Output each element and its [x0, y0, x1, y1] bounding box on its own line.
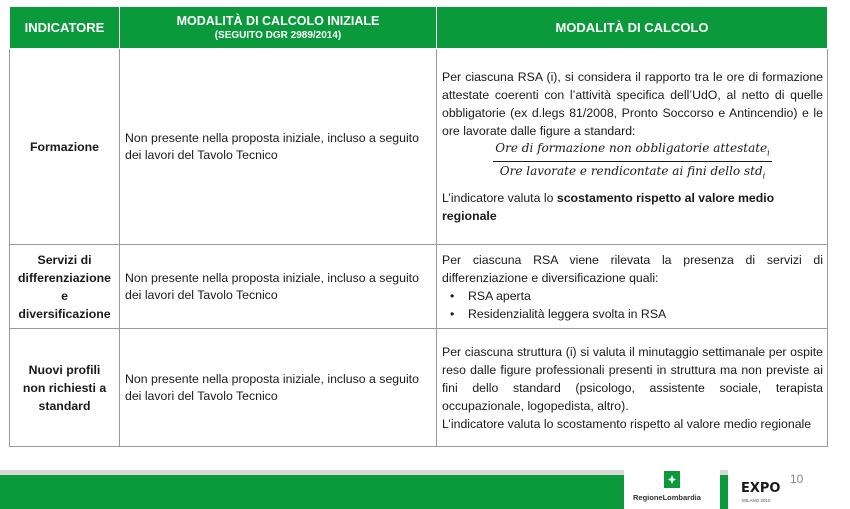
initial-method-cell: Non presente nella proposta iniziale, incluso a seguito dei lavori del Tavolo Tecnico	[120, 49, 437, 245]
header-modalita-iniziale-sub: (SEGUITO DGR 2989/2014)	[214, 29, 342, 41]
method-cell	[437, 329, 828, 447]
footer-bar	[0, 475, 850, 509]
indicator-line: diversificazione	[18, 306, 111, 321]
indicator-line: e	[61, 288, 68, 303]
method-note-prefix: L’indicatore valuta lo	[442, 191, 557, 206]
regione-lombardia-logo	[624, 466, 720, 509]
initial-method-cell: Non presente nella proposta iniziale, incluso a seguito dei lavori del Tavolo Tecnico	[120, 245, 437, 329]
table-header-row	[10, 7, 828, 49]
indicator-line: non richiesti a	[22, 380, 107, 395]
expo-text: EXPO	[741, 481, 781, 496]
table-row	[10, 329, 828, 447]
formula-numerator-text: Ore di formazione non obbligatorie attestate	[495, 140, 768, 155]
page-number: 10	[790, 472, 804, 486]
list-item: • Residenzialità leggera svolta in RSA	[468, 305, 823, 323]
method-note-bold: scostamento rispetto al valore medio regionale	[442, 191, 775, 224]
header-indicatore: INDICATORE	[10, 7, 120, 49]
indicators-table-container	[9, 6, 827, 447]
formula	[442, 141, 823, 184]
method-description: Per ciascuna struttura (i) si valuta il minutaggio settimanale per ospite reso dalle figure professionali presenti in struttura ma non previste ai fini dello standard (psicologo, assistente sociale, terapista occupazionale, logopedista, altro).	[442, 344, 823, 413]
formula-numerator-sub: i	[767, 148, 770, 157]
indicator-line: standard	[38, 398, 91, 413]
header-modalita: MODALITÀ DI CALCOLO	[437, 7, 828, 49]
indicator-cell	[10, 329, 120, 447]
method-note: L’indicatore valuta lo scostamento rispetto al valore medio regionale	[442, 416, 812, 431]
indicator-cell	[10, 245, 120, 329]
method-cell	[437, 49, 828, 245]
indicator-line: Servizi di	[37, 252, 92, 267]
expo-subtext: MILANO 2015	[742, 498, 771, 503]
formula-denominator-sub: i	[762, 171, 766, 181]
header-modalita-iniziale	[120, 7, 437, 49]
service-list	[442, 287, 823, 323]
initial-method-cell: Non presente nella proposta iniziale, incluso a seguito dei lavori del Tavolo Tecnico	[120, 329, 437, 447]
formula-numerator	[493, 141, 771, 162]
formula-denominator-text: Ore lavorate e rendicontate ai fini dello std	[499, 164, 763, 178]
table-row	[10, 49, 828, 245]
table-row	[10, 245, 828, 329]
method-description: Per ciascuna RSA (i), si considera il rapporto tra le ore di formazione attestate coerenti con l’attività specifica dell’UdO, al netto di quelle obbligatorie (ex d.legs 81/2008, Pronto Soccorso e Antincendio) e le ore lavorate dalle figure a standard:	[442, 69, 823, 138]
header-modalita-iniziale-title: MODALITÀ DI CALCOLO INIZIALE	[176, 13, 380, 28]
expo-logo	[728, 466, 850, 509]
method-note	[442, 189, 823, 225]
regione-lombardia-text: RegioneLombardia	[633, 493, 701, 502]
method-description: Per ciascuna RSA viene rilevata la presenza di servizi di differenziazione e diversificazione quali:	[442, 252, 823, 285]
indicators-table	[9, 6, 828, 447]
method-cell	[437, 245, 828, 329]
list-item: • RSA aperta	[468, 287, 823, 305]
formula-denominator	[493, 162, 771, 183]
indicator-cell: Formazione	[10, 49, 120, 245]
rosa-camuna-icon	[664, 471, 680, 488]
formula-fraction	[493, 141, 771, 184]
indicator-line: Nuovi profili	[28, 362, 101, 377]
indicator-line: differenziazione	[18, 270, 111, 285]
